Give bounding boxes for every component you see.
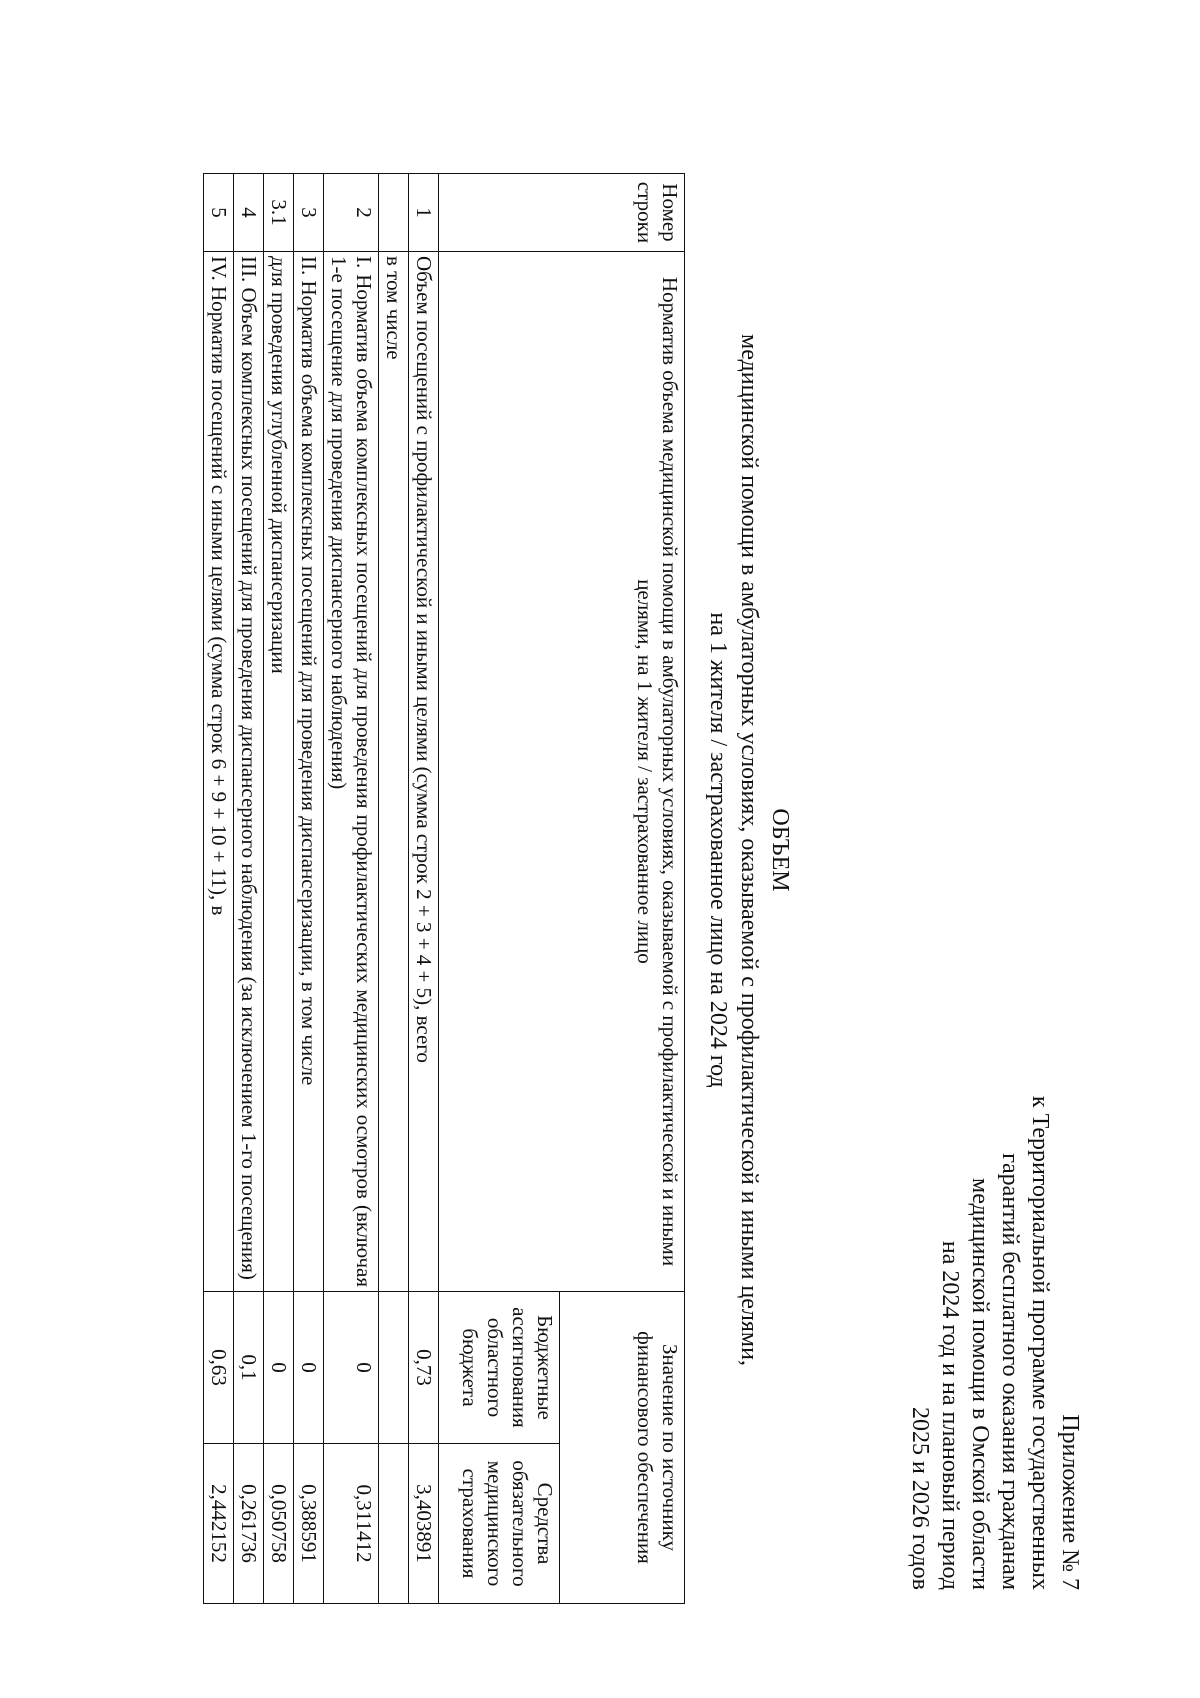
header-budget: Бюджетные ассигнования областного бюджета	[439, 1292, 560, 1444]
appendix-note	[905, 830, 1085, 1590]
row-number: 3	[294, 174, 324, 252]
row-oms: 0,388591	[294, 1444, 324, 1604]
appendix-line: Приложение № 7	[1057, 1414, 1083, 1590]
row-budget: 0,63	[204, 1292, 234, 1444]
row-number: 2	[324, 174, 379, 252]
table-row	[409, 174, 439, 1604]
table-row	[264, 174, 294, 1604]
appendix-line: гарантий бесплатного оказания гражданам	[997, 1153, 1023, 1590]
row-budget: 0	[294, 1292, 324, 1444]
row-name: II. Норматив объема комплексных посещений для проведения диспансеризации, в том числе	[294, 252, 324, 1292]
row-oms: 0,050758	[264, 1444, 294, 1604]
row-number: 4	[234, 174, 264, 252]
row-budget	[379, 1292, 409, 1444]
row-oms: 2,442152	[204, 1444, 234, 1604]
table-row	[204, 174, 234, 1604]
title-line: медицинской помощи в амбулаторных условиях, оказываемой с профилактической и иными целями,	[736, 334, 762, 1366]
row-oms	[379, 1444, 409, 1604]
row-name: в том числе	[379, 252, 409, 1292]
table-header-row	[560, 174, 685, 1604]
row-oms: 0,311412	[324, 1444, 379, 1604]
row-number: 3.1	[264, 174, 294, 252]
appendix-line: на 2024 год и на плановый период	[937, 1240, 963, 1590]
row-budget: 0,1	[234, 1292, 264, 1444]
row-name: для проведения углубленной диспансеризации	[264, 252, 294, 1292]
rotated-page	[80, 85, 1085, 1615]
header-source: Значение по источнику финансового обеспечения	[560, 1292, 685, 1604]
volume-table	[203, 173, 685, 1604]
table-row	[324, 174, 379, 1604]
appendix-line: 2025 и 2026 годов	[907, 1407, 933, 1590]
row-budget: 0	[324, 1292, 379, 1444]
table-row	[234, 174, 264, 1604]
appendix-line: медицинской помощи в Омской области	[967, 1178, 993, 1590]
table-row	[294, 174, 324, 1604]
document-title	[702, 85, 795, 1615]
header-oms: Средства обязательного медицинского страхования	[439, 1444, 560, 1604]
row-budget: 0,73	[409, 1292, 439, 1444]
table-row	[379, 174, 409, 1604]
header-norm: Норматив объема медицинской помощи в амбулаторных условиях, оказываемой с профилактической и иными целями, на 1 жителя / застрахованное лицо	[439, 252, 685, 1292]
row-name: I. Норматив объема комплексных посещений для проведения профилактических медицинских осмотров (включая 1-е посещение для проведения диспансерного наблюдения)	[324, 252, 379, 1292]
title-line: на 1 жителя / застрахованное лицо на 2024 год	[705, 612, 731, 1088]
row-number: 1	[409, 174, 439, 252]
row-name: Объем посещений с профилактической и иными целями (сумма строк 2 + 3 + 4 + 5), всего	[409, 252, 439, 1292]
row-name: III. Объем комплексных посещений для проведения диспансерного наблюдения (за исключением 1-го посещения)	[234, 252, 264, 1292]
title-heading: ОБЪЕМ	[767, 808, 793, 892]
row-number	[379, 174, 409, 252]
row-budget: 0	[264, 1292, 294, 1444]
appendix-line: к Территориальной программе государственных	[1027, 1095, 1053, 1590]
row-oms: 3,403891	[409, 1444, 439, 1604]
row-oms: 0,261736	[234, 1444, 264, 1604]
row-number: 5	[204, 174, 234, 252]
row-name: IV. Норматив посещений с иными целями (сумма строк 6 + 9 + 10 + 11), в	[204, 252, 234, 1292]
header-row-number: Номер строки	[439, 174, 685, 252]
